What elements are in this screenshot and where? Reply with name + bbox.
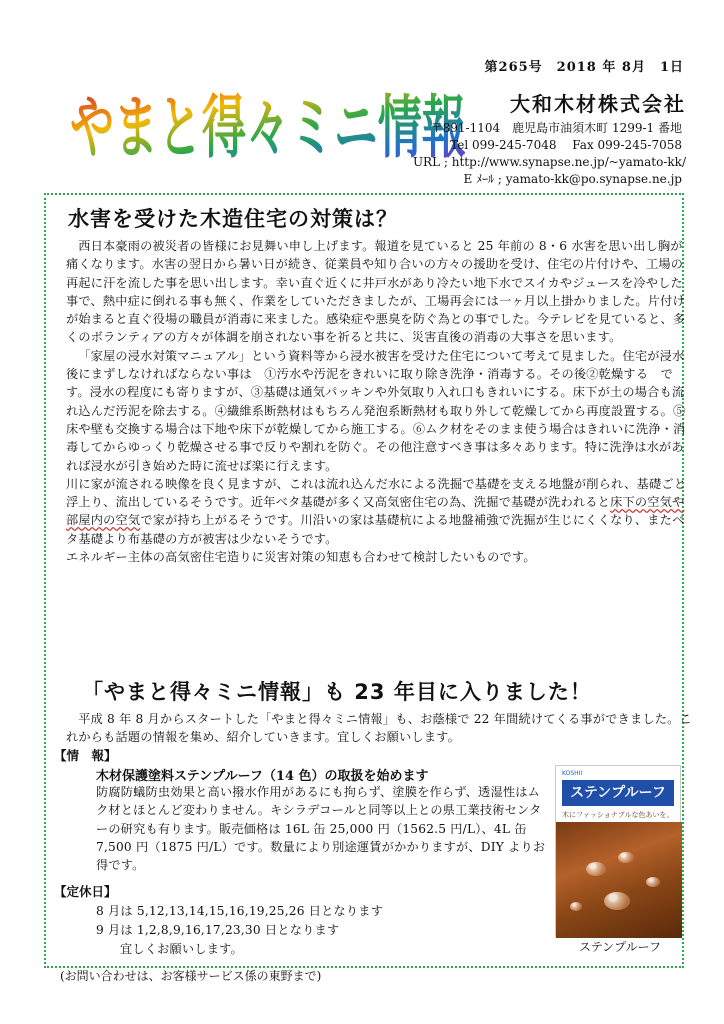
water-drop xyxy=(618,852,634,863)
info-label: 【情 報】 xyxy=(54,748,117,763)
flood-underlined-phrase: 床下の空気や部屋内の空気 xyxy=(66,495,685,528)
flood-paragraph-3b: で家が持ち上がるそうです。川沿いの家は基礎杭による地盤補強で洗掘が生じにくくなり、またベタ基礎より布基礎の方が被害は少ないそうです。 xyxy=(66,513,685,546)
logo-text: やまと得々ミニ情報 xyxy=(70,88,466,168)
company-phone: Tel 099-245-7048 Fax 099-245-7058 xyxy=(450,138,682,152)
holiday-closing: 宜しくお願いします。 xyxy=(120,942,243,956)
water-drop xyxy=(604,892,630,910)
issue-date: 第265号 2018 年 8月 1日 xyxy=(484,60,684,75)
company-name: 大和木材株式会社 xyxy=(510,92,686,116)
product-caption: ステンプルーフ xyxy=(578,940,662,954)
holiday-september: 9 月は 1,2,8,9,16,17,23,30 日となります xyxy=(96,923,340,937)
water-drop xyxy=(570,902,582,911)
company-email[interactable]: E ﾒｰﾙ ; yamato-kk@po.synapse.ne.jp xyxy=(463,172,682,186)
flood-heading: 水害を受けた木造住宅の対策は？ xyxy=(68,207,398,231)
flood-paragraph-1: 西日本豪雨の被災者の皆様にお見舞い申し上げます。報道を見ていると 25 年前の 8・6 水害を思い出し胸が痛くなります。水害の翌日から暑い日が続き、従業員や知り合いの方々の援助を受け、住宅の片付けや、工場の再起に汗を流した事を思い出します。幸い直ぐ近くに井戸水があり冷たい地下水でスイカやジュースを冷やした事で、熱中症に倒れる事も無く、作業をしていただきましたが、工場再会には一ヶ月以上掛かりました。片付けが始まると直ぐ役場の職員が消毒に来ました。感染症や悪臭を防ぐ為との事でした。今テレビを見ていると、多くのボランティアの方々が体調を崩されない事を祈ると共に、災害直後の消毒の大事さを思います。 xyxy=(66,239,686,345)
anniversary-heading: 「やまと得々ミニ情報」も 23 年目に入りました！ xyxy=(82,680,592,704)
flood-paragraph-3a: 川に家が流される映像を良く見ますが、これは流れ込んだ水による洗掘で基礎を支える地盤が削られ、基礎ごと浮上り、流出しているそうです。近年ベタ基礎が多く又高気密住宅の為、洗掘で基礎が洗われると xyxy=(66,476,687,510)
product-logo: ステンプルーフ xyxy=(562,780,674,806)
masthead-logo xyxy=(70,55,466,185)
anniversary-text: 平成 8 年 8 月からスタートした「やまと得々ミニ情報」も、お蔭様で 22 年間続けてくる事ができました。これからも話題の情報を集め、紹介していきます。宜しくお願いします。 xyxy=(66,712,692,745)
holiday-label: 【定休日】 xyxy=(54,884,117,899)
flood-paragraph-4: エネルギー主体の高気密住宅造りに災害対策の知恵も合わせて検討したいものです。 xyxy=(66,550,536,565)
inquiry-note: (お問い合わせは、お客様サービス係の東野まで) xyxy=(60,969,322,983)
product-tagline: 木にファッショナブルな色あいを。 xyxy=(562,811,674,819)
flood-paragraph-3 xyxy=(66,475,692,548)
wood-surface xyxy=(556,822,682,938)
company-address: 〒891-1104 鹿児島市油須木町 1299-1 番地 xyxy=(430,121,682,135)
water-drop xyxy=(646,877,660,887)
company-url[interactable]: URL ; http://www.synapse.ne.jp/~yamato-kk/ xyxy=(412,155,686,169)
info-body: 防腐防蟻防虫効果と高い撥水作用があるにも拘らず、塗膜を作らず、透湿性はムク材とほとんど変わりません。キシラデコールと同等以上との県工業技術センターの研究も有ります。販売価格は 16L 缶 25,000 円（1562.5 円/L）、4L 缶 7,500 円（1875 円/L）です。数量により別途運賃がかかりますが、DIY よりお得です。 xyxy=(96,785,546,873)
water-drop xyxy=(586,862,606,876)
maker-logo: KOSHII xyxy=(562,770,583,777)
holiday-august: 8 月は 5,12,13,14,15,16,19,25,26 日となります xyxy=(96,904,384,918)
product-image xyxy=(555,765,681,937)
flood-article xyxy=(66,237,692,566)
flood-paragraph-2: 「家屋の浸水対策マニュアル」という資料等から浸水被害を受けた住宅について考えて見ました。住宅が浸水後にまずしなければならない事は ①汚水や汚泥をきれいに取り除き洗浄・消毒する。その後②乾燥する です。浸水の程度にも寄りますが、③基礎は通気パッキンや外気取り入れ口もきれいにする。床下が土の場合も流れ込んだ汚泥を除去する。④繊維系断熱材はもちろん発泡系断熱材も取り外して乾燥してから再度設置する。⑤床や壁も交換する場合は下地や床下が乾燥してから施工する。⑥ムク材をそのまま使う場合はきれいに洗浄・消毒してからゆっくり乾燥させる事で反りや割れを防ぐ。その他注意すべき事は多々あります。特に洗浄は水があれば浸水が引き始めた時に流せば楽に行えます。 xyxy=(66,348,686,473)
info-title: 木材保護塗料ステンプルーフ（14 色）の取扱を始めます xyxy=(96,769,429,784)
